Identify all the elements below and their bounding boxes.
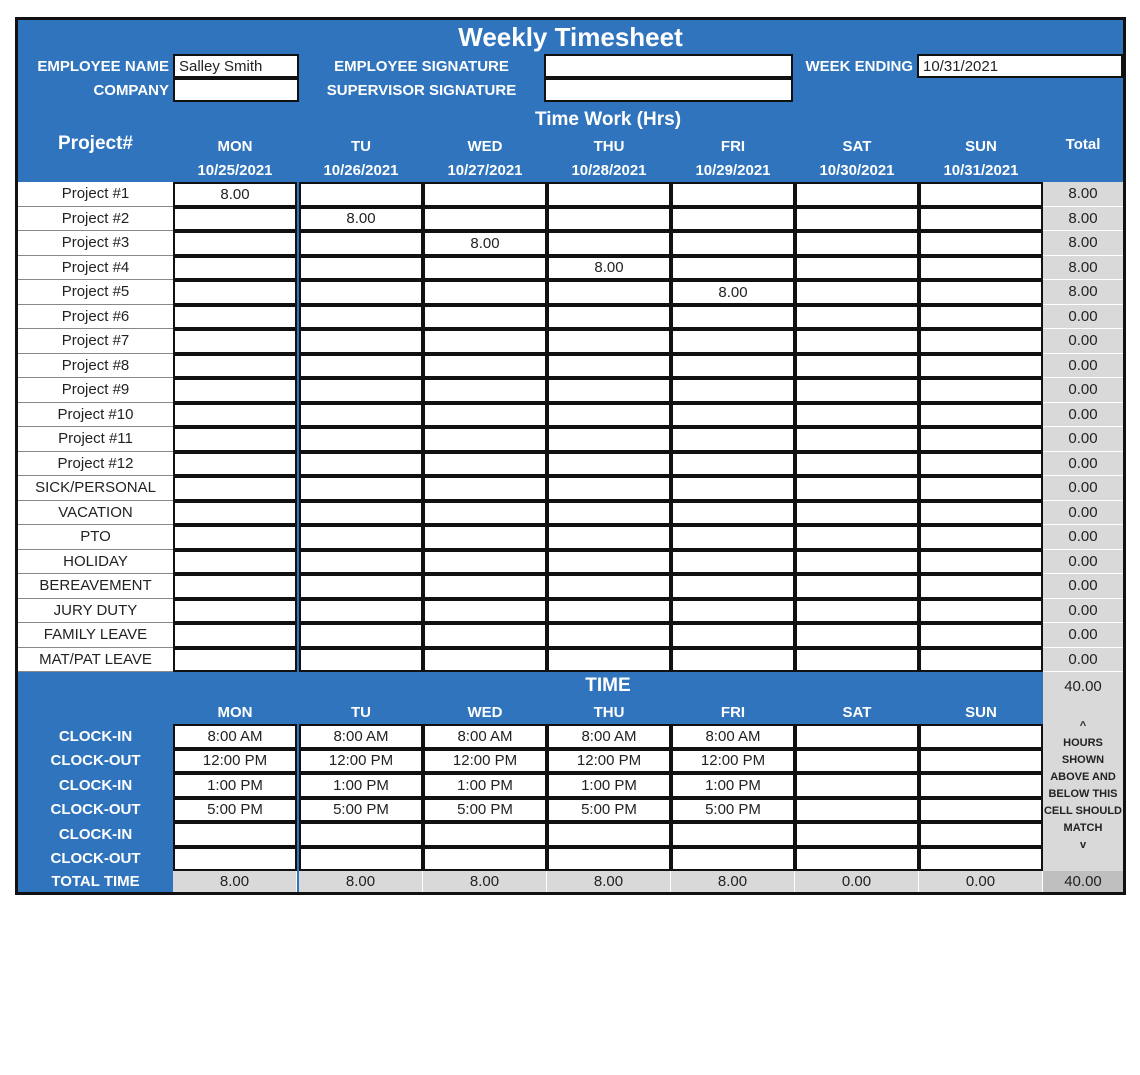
hours-cell[interactable] [671,305,795,330]
clock-time-cell[interactable]: 8:00 AM [173,724,297,749]
hours-cell[interactable] [423,305,547,330]
row-total: 0.00 [1043,403,1123,428]
match-note-line: HOURS [1063,737,1103,749]
clock-time-cell[interactable] [423,847,547,872]
hours-cell[interactable] [919,550,1043,575]
row-label: FAMILY LEAVE [18,623,173,648]
hours-cell[interactable] [671,476,795,501]
row-total: 0.00 [1043,378,1123,403]
hours-cell[interactable] [795,182,919,207]
hours-cell[interactable] [299,354,423,379]
hours-cell[interactable] [547,231,671,256]
day-header-tu: TU [299,134,423,158]
clock-time-cell[interactable]: 12:00 PM [299,749,423,774]
row-label: Project #2 [18,207,173,232]
hours-cell[interactable] [173,256,297,281]
match-note-line: MATCH [1063,822,1103,834]
hours-cell[interactable] [299,501,423,526]
hours-cell[interactable] [423,182,547,207]
date-header-fri: 10/29/2021 [671,158,795,182]
row-label: HOLIDAY [18,550,173,575]
hours-cell[interactable] [795,231,919,256]
row-label: MAT/PAT LEAVE [18,648,173,673]
time-section-title: TIME [173,672,1043,700]
hours-cell[interactable] [299,623,423,648]
hours-cell[interactable] [299,280,423,305]
clock-time-cell[interactable]: 5:00 PM [299,798,423,823]
total-time-cell: 8.00 [299,871,423,892]
clock-time-cell[interactable] [299,847,423,872]
hours-cell[interactable] [671,525,795,550]
hours-cell[interactable] [173,476,297,501]
hours-cell[interactable] [423,256,547,281]
hours-cell[interactable] [299,574,423,599]
clock-row-label: CLOCK-OUT [18,847,173,872]
clock-row-label: CLOCK-OUT [18,749,173,774]
hours-cell[interactable] [795,550,919,575]
hours-cell[interactable] [795,256,919,281]
hours-cell[interactable] [547,207,671,232]
hours-cell[interactable] [919,648,1043,673]
hours-cell[interactable] [299,231,423,256]
hours-cell[interactable] [173,501,297,526]
hours-cell[interactable] [547,452,671,477]
row-label: Project #6 [18,305,173,330]
employee-name-label: EMPLOYEE NAME [18,54,173,78]
hours-cell[interactable] [671,182,795,207]
clock-time-cell[interactable] [919,749,1043,774]
row-total: 0.00 [1043,354,1123,379]
row-label: Project #8 [18,354,173,379]
hours-cell[interactable] [173,378,297,403]
hours-cell[interactable] [919,427,1043,452]
hours-cell[interactable] [423,403,547,428]
hours-cell[interactable] [423,452,547,477]
clock-time-cell[interactable]: 8:00 AM [423,724,547,749]
row-label: Project #1 [18,182,173,207]
hours-cell[interactable] [423,599,547,624]
clock-time-cell[interactable]: 12:00 PM [173,749,297,774]
hours-cell[interactable] [173,452,297,477]
hours-cell[interactable] [795,329,919,354]
hours-cell[interactable] [173,207,297,232]
total-time-sum: 40.00 [1043,871,1123,892]
hours-cell[interactable] [173,280,297,305]
hours-cell[interactable] [671,207,795,232]
row-total: 0.00 [1043,550,1123,575]
hours-cell[interactable] [795,623,919,648]
row-total: 0.00 [1043,305,1123,330]
row-total: 0.00 [1043,476,1123,501]
hours-cell[interactable] [671,378,795,403]
clock-time-cell[interactable]: 12:00 PM [547,749,671,774]
clock-time-cell[interactable]: 5:00 PM [423,798,547,823]
match-note-line: SHOWN [1061,754,1105,766]
hours-cell[interactable] [423,427,547,452]
hours-cell[interactable] [919,501,1043,526]
match-note [1043,700,1123,872]
clock-time-cell[interactable] [299,822,423,847]
hours-cell[interactable] [671,623,795,648]
row-total: 8.00 [1043,280,1123,305]
row-label: Project #9 [18,378,173,403]
hours-cell[interactable]: 8.00 [173,182,297,207]
clock-time-cell[interactable] [173,847,297,872]
hours-cell[interactable] [423,501,547,526]
hours-cell[interactable] [299,599,423,624]
clock-time-cell[interactable] [671,847,795,872]
hours-cell[interactable] [671,452,795,477]
time-day-header-sat: SAT [795,700,919,724]
row-label: Project #11 [18,427,173,452]
row-label: Project #12 [18,452,173,477]
clock-time-cell[interactable] [795,798,919,823]
clock-time-cell[interactable] [919,847,1043,872]
clock-time-cell[interactable]: 12:00 PM [423,749,547,774]
clock-row-label: CLOCK-OUT [18,798,173,823]
clock-time-cell[interactable] [919,798,1043,823]
hours-cell[interactable] [547,354,671,379]
hours-cell[interactable] [795,476,919,501]
clock-row-label: CLOCK-IN [18,822,173,847]
hours-cell[interactable] [299,403,423,428]
hours-cell[interactable] [795,452,919,477]
row-total: 8.00 [1043,182,1123,207]
hours-cell[interactable] [423,574,547,599]
time-day-header-tu: TU [299,700,423,724]
hours-cell[interactable] [919,452,1043,477]
clock-time-cell[interactable] [919,822,1043,847]
hours-cell[interactable] [423,623,547,648]
total-time-cell: 8.00 [173,871,297,892]
total-time-cell: 8.00 [423,871,547,892]
time-day-header-thu: THU [547,700,671,724]
hours-cell[interactable] [919,305,1043,330]
row-label: BEREAVEMENT [18,574,173,599]
hours-cell[interactable] [795,305,919,330]
hours-cell[interactable] [547,476,671,501]
hours-cell[interactable] [919,623,1043,648]
hours-cell[interactable] [299,550,423,575]
hours-cell[interactable] [795,427,919,452]
hours-cell[interactable] [919,378,1043,403]
supervisor-signature-label: SUPERVISOR SIGNATURE [299,78,544,102]
hours-cell[interactable] [547,623,671,648]
date-header-mon: 10/25/2021 [173,158,297,182]
match-note-line: ^ [1079,720,1087,732]
employee-signature-label: EMPLOYEE SIGNATURE [299,54,544,78]
hours-cell[interactable] [423,354,547,379]
hours-cell[interactable] [919,599,1043,624]
day-header-mon: MON [173,134,297,158]
hours-cell[interactable] [173,231,297,256]
clock-time-cell[interactable]: 1:00 PM [299,773,423,798]
hours-cell[interactable] [547,280,671,305]
hours-cell[interactable] [299,378,423,403]
clock-time-cell[interactable]: 8:00 AM [547,724,671,749]
row-label: Project #10 [18,403,173,428]
clock-time-cell[interactable] [919,773,1043,798]
hours-cell[interactable] [547,329,671,354]
total-time-cell: 8.00 [671,871,795,892]
hours-cell[interactable] [173,550,297,575]
hours-cell[interactable] [671,599,795,624]
hours-cell[interactable] [795,599,919,624]
hours-cell[interactable] [173,599,297,624]
clock-time-cell[interactable] [423,822,547,847]
match-note-line: v [1079,839,1087,851]
clock-time-cell[interactable]: 12:00 PM [671,749,795,774]
hours-cell[interactable] [299,329,423,354]
hours-cell[interactable]: 8.00 [547,256,671,281]
row-total: 8.00 [1043,231,1123,256]
clock-time-cell[interactable] [795,749,919,774]
clock-time-cell[interactable] [795,773,919,798]
hours-cell[interactable] [173,623,297,648]
hours-cell[interactable] [299,525,423,550]
match-note-line: BELOW THIS [1048,788,1118,800]
hours-cell[interactable] [299,427,423,452]
date-header-sat: 10/30/2021 [795,158,919,182]
company-label: COMPANY [18,78,173,102]
clock-time-cell[interactable] [795,724,919,749]
hours-cell[interactable] [547,501,671,526]
hours-cell[interactable] [919,280,1043,305]
hours-cell[interactable]: 8.00 [423,231,547,256]
hours-cell[interactable] [919,403,1043,428]
hours-cell[interactable] [299,305,423,330]
day-header-thu: THU [547,134,671,158]
hours-cell[interactable] [919,182,1043,207]
date-header-tu: 10/26/2021 [299,158,423,182]
hours-cell[interactable] [919,207,1043,232]
clock-time-cell[interactable] [671,822,795,847]
hours-cell[interactable] [671,501,795,526]
hours-cell[interactable] [173,574,297,599]
clock-time-cell[interactable]: 1:00 PM [547,773,671,798]
hours-cell[interactable] [547,599,671,624]
clock-time-cell[interactable]: 1:00 PM [423,773,547,798]
hours-cell[interactable] [919,354,1043,379]
hours-cell[interactable] [547,525,671,550]
date-header-wed: 10/27/2021 [423,158,547,182]
hours-cell[interactable] [423,525,547,550]
clock-time-cell[interactable]: 1:00 PM [173,773,297,798]
day-header-sat: SAT [795,134,919,158]
row-total: 0.00 [1043,599,1123,624]
hours-cell[interactable] [173,305,297,330]
date-header-sun: 10/31/2021 [919,158,1043,182]
hours-cell[interactable] [173,525,297,550]
hours-cell[interactable] [795,501,919,526]
hours-cell[interactable] [299,648,423,673]
timesheet [15,17,1126,895]
match-note-line: ABOVE AND [1050,771,1116,783]
hours-cell[interactable] [423,476,547,501]
hours-cell[interactable] [423,378,547,403]
sheet-title: Weekly Timesheet [18,20,1123,54]
time-day-header-mon: MON [173,700,297,724]
day-header-sun: SUN [919,134,1043,158]
grand-total-hours: 40.00 [1043,672,1123,700]
time-day-header-wed: WED [423,700,547,724]
hours-cell[interactable] [671,574,795,599]
hours-cell[interactable] [795,648,919,673]
clock-time-cell[interactable]: 5:00 PM [173,798,297,823]
hours-cell[interactable] [795,403,919,428]
clock-row-label: CLOCK-IN [18,773,173,798]
clock-time-cell[interactable] [173,822,297,847]
project-header: Project# [18,106,173,182]
week-ending-field[interactable]: 10/31/2021 [917,54,1123,78]
hours-cell[interactable] [173,329,297,354]
row-label: JURY DUTY [18,599,173,624]
clock-time-cell[interactable] [795,847,919,872]
hours-cell[interactable] [547,574,671,599]
hours-cell[interactable] [173,648,297,673]
clock-time-cell[interactable] [795,822,919,847]
hours-cell[interactable] [547,403,671,428]
supervisor-signature-field[interactable] [544,78,793,102]
day-header-fri: FRI [671,134,795,158]
row-label: Project #5 [18,280,173,305]
hours-cell[interactable] [671,329,795,354]
row-total: 0.00 [1043,501,1123,526]
hours-cell[interactable] [547,648,671,673]
hours-cell[interactable] [795,378,919,403]
row-label: Project #4 [18,256,173,281]
time-day-header-sun: SUN [919,700,1043,724]
row-label: SICK/PERSONAL [18,476,173,501]
hours-cell[interactable] [795,574,919,599]
clock-row-label: CLOCK-IN [18,724,173,749]
row-total: 8.00 [1043,207,1123,232]
hours-cell[interactable] [173,427,297,452]
hours-cell[interactable] [671,231,795,256]
hours-cell[interactable] [795,207,919,232]
row-total: 8.00 [1043,256,1123,281]
total-time-label: TOTAL TIME [18,871,173,892]
row-total: 0.00 [1043,574,1123,599]
clock-time-cell[interactable] [547,847,671,872]
hours-cell[interactable] [299,452,423,477]
row-label: Project #7 [18,329,173,354]
hours-cell[interactable] [671,427,795,452]
row-total: 0.00 [1043,427,1123,452]
hours-cell[interactable] [173,403,297,428]
clock-time-cell[interactable] [919,724,1043,749]
hours-cell[interactable] [173,354,297,379]
hours-cell[interactable] [423,207,547,232]
match-note-line: CELL SHOULD [1043,805,1123,817]
total-time-cell: 0.00 [795,871,919,892]
clock-time-cell[interactable] [547,822,671,847]
hours-cell[interactable] [795,280,919,305]
hours-cell[interactable] [547,550,671,575]
hours-cell[interactable] [671,648,795,673]
clock-time-cell[interactable]: 5:00 PM [547,798,671,823]
row-total: 0.00 [1043,648,1123,673]
row-label: PTO [18,525,173,550]
hours-cell[interactable] [423,550,547,575]
hours-cell[interactable] [547,305,671,330]
employee-signature-field[interactable] [544,54,793,78]
hours-cell[interactable] [299,256,423,281]
day-header-wed: WED [423,134,547,158]
row-total: 0.00 [1043,452,1123,477]
time-section-corner [18,672,173,724]
hours-cell[interactable]: 8.00 [299,207,423,232]
company-field[interactable] [173,78,299,102]
total-header: Total [1043,106,1123,182]
hours-cell[interactable] [919,329,1043,354]
week-ending-label: WEEK ENDING [793,54,917,78]
hours-cell[interactable] [671,256,795,281]
hours-cell[interactable] [919,231,1043,256]
hours-cell[interactable] [423,280,547,305]
hours-cell[interactable] [299,476,423,501]
clock-time-cell[interactable]: 1:00 PM [671,773,795,798]
hours-cell[interactable] [547,427,671,452]
employee-name-field[interactable]: Salley Smith [173,54,299,78]
clock-time-cell[interactable]: 5:00 PM [671,798,795,823]
hours-cell[interactable] [795,354,919,379]
hours-cell[interactable] [671,354,795,379]
hours-cell[interactable] [671,550,795,575]
row-label: Project #3 [18,231,173,256]
row-total: 0.00 [1043,623,1123,648]
time-day-header-fri: FRI [671,700,795,724]
row-total: 0.00 [1043,329,1123,354]
hours-cell[interactable] [795,525,919,550]
hours-cell[interactable] [919,256,1043,281]
clock-time-cell[interactable]: 8:00 AM [299,724,423,749]
clock-time-cell[interactable]: 8:00 AM [671,724,795,749]
hours-cell[interactable]: 8.00 [671,280,795,305]
hours-cell[interactable] [919,476,1043,501]
total-time-cell: 8.00 [547,871,671,892]
hours-cell[interactable] [919,574,1043,599]
row-total: 0.00 [1043,525,1123,550]
date-header-thu: 10/28/2021 [547,158,671,182]
hours-cell[interactable] [423,648,547,673]
hours-cell[interactable] [547,182,671,207]
hours-cell[interactable] [671,403,795,428]
total-time-cell: 0.00 [919,871,1043,892]
hours-cell[interactable] [547,378,671,403]
hours-cell[interactable] [919,525,1043,550]
row-label: VACATION [18,501,173,526]
time-work-header: Time Work (Hrs) [173,106,1043,134]
hours-cell[interactable] [299,182,423,207]
hours-cell[interactable] [423,329,547,354]
